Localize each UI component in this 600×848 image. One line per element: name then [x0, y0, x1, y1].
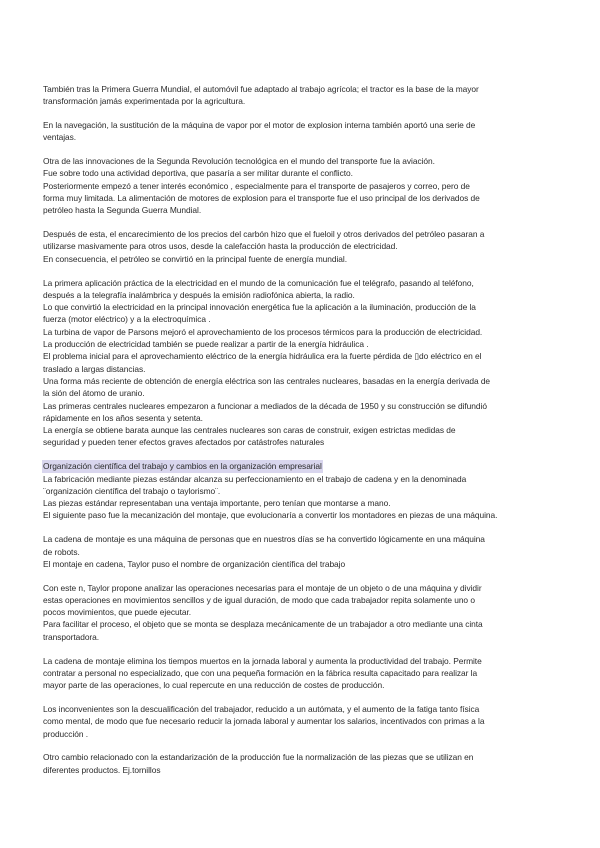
- text-line: Lo que convirtió la electricidad en la principal innovación energética fue la aplicación a la iluminación, producción de la: [43, 302, 476, 313]
- text-line: ¨organización científica del trabajo o taylorismo¨.: [43, 485, 221, 496]
- section-heading: Organización científica del trabajo y cambios en la organización empresarial: [43, 461, 322, 472]
- text-line: estas operaciones en movimientos sencillos y de igual duración, de modo que cada trabajador repita solamente uno o: [43, 594, 475, 605]
- text-line: Una forma más reciente de obtención de energía eléctrica son las centrales nucleares, basadas en la energía derivada de: [43, 375, 491, 386]
- paragraph: [43, 83, 559, 108]
- paragraph: [43, 460, 559, 521]
- text-line: La energía se obtiene barata aunque las centrales nucleares son caras de construir, exigen estrictas medidas de: [43, 425, 456, 436]
- text-line: Las piezas estándar representaban una ventaja importante, pero tenían que montarse a mano.: [43, 498, 391, 509]
- text-line: la sión del átomo de uranio.: [43, 388, 145, 399]
- text-line: seguridad y pueden tener efectos graves afectados por catástrofes naturales: [43, 437, 325, 448]
- text-line: La producción de electricidad también se puede realizar a partir de la energía hidráulica .: [43, 339, 369, 350]
- text-line: transformación jamás experimentada por la agricultura.: [43, 96, 246, 107]
- text-line: producción .: [43, 728, 89, 739]
- text-line: ventajas.: [43, 132, 77, 143]
- text-line: En consecuencia, el petróleo se convirtió en la principal fuente de energía mundial.: [43, 253, 348, 264]
- text-line: También tras la Primera Guerra Mundial, el automóvil fue adaptado al trabajo agrícola; el tractor es la base de la mayor: [43, 84, 479, 94]
- paragraph: [43, 277, 559, 449]
- text-line: Otro cambio relacionado con la estandarización de la producción fue la normalización de las piezas que se utilizan en: [43, 752, 474, 763]
- text-line: La fabricación mediante piezas estándar alcanza su perfeccionamiento en el trabajo de cadena y en la denominada: [43, 473, 467, 484]
- text-line: Después de esta, el encarecimiento de los precios del carbón hizo que el fueloil y otros derivados del petróleo pasaran a: [43, 229, 485, 240]
- text-line: diferentes productos. Ej.tornillos: [43, 764, 161, 775]
- text-line: Para facilitar el proceso, el objeto que se monta se desplaza mecánicamente de un trabajador a otro mediante una cinta: [43, 619, 483, 630]
- paragraph: [43, 703, 559, 740]
- text-line: como mental, de modo que fue necesario reducir la jornada laboral y aumentar los salarios, incentivados con primas a la: [43, 716, 485, 727]
- text-line: El siguiente paso fue la mecanización del montaje, que evolucionaría a convertir los montadores en piezas de una máquina.: [43, 510, 498, 521]
- text-line: utilizarse masivamente para otros usos, desde la calefacción hasta la producción de electricidad.: [43, 241, 398, 252]
- paragraph: [43, 582, 559, 643]
- text-line: La primera aplicación práctica de la electricidad en el mundo de la comunicación fue el telégrafo, pasando al teléfono,: [43, 277, 474, 288]
- text-line: fuerza (motor eléctrico) y a la electroquímica .: [43, 314, 211, 325]
- text-line: Otra de las innovaciones de la Segunda Revolución tecnológica en el mundo del transporte fue la aviación.: [43, 156, 435, 167]
- document-page: [43, 83, 559, 787]
- text-line: Las primeras centrales nucleares empezaron a funcionar a mediados de la década de 1950 y su construcción se difundió: [43, 400, 487, 411]
- text-line: pocos movimientos, que puede ejecutar.: [43, 607, 192, 618]
- text-line: Fue sobre todo una actividad deportiva, que pasaría a ser militar durante el conflicto.: [43, 168, 353, 179]
- text-line: Con este n, Taylor propone analizar las operaciones necesarias para el montaje de un objeto o de una máquina y dividir: [43, 582, 482, 593]
- paragraph: [43, 751, 559, 776]
- text-line: forma muy limitada. La alimentación de motores de explosion para el transporte fue el uso principal de los derivados de: [43, 193, 480, 204]
- text-line: Posteriormente empezó a tener interés económico , especialmente para el transporte de pasajeros y correo, pero de: [43, 180, 470, 191]
- text-line: transportadora.: [43, 631, 100, 642]
- text-line: El montaje en cadena, Taylor puso el nombre de organización científica del trabajo: [43, 558, 346, 569]
- text-line: La turbina de vapor de Parsons mejoró el aprovechamiento de los procesos térmicos para la producción de electricidad.: [43, 326, 483, 337]
- paragraph: [43, 533, 559, 570]
- paragraph: [43, 655, 559, 692]
- heading-line: [43, 460, 559, 472]
- text-line: contratar a personal no especializado, que con una pequeña formación en la fábrica resulta capacitado para realizar la: [43, 667, 478, 678]
- paragraph: [43, 119, 559, 144]
- text-line: traslado a largas distancias.: [43, 363, 146, 374]
- text-line: El problema inicial para el aprovechamiento eléctrico de la energía hidráulica era la fuerte pérdida de ▯do eléctrico en el: [43, 351, 482, 362]
- paragraph: [43, 155, 559, 216]
- text-line: después a la telegrafía inalámbrica y después la emisión radiofónica abierta, la radio.: [43, 289, 355, 300]
- text-line: rápidamente en los años sesenta y setenta.: [43, 412, 203, 423]
- text-line: La cadena de montaje es una máquina de personas que en nuestros días se ha convertido lógicamente en una máquina: [43, 534, 485, 545]
- text-line: de robots.: [43, 546, 80, 557]
- text-line: petróleo hasta la Segunda Guerra Mundial.: [43, 205, 202, 216]
- text-line: Los inconvenientes son la descualificación del trabajador, reducido a un autómata, y el aumento de la fatiga tanto física: [43, 703, 480, 714]
- paragraph: [43, 228, 559, 265]
- text-line: En la navegación, la sustitución de la máquina de vapor por el motor de explosion interna también aportó una serie de: [43, 120, 476, 131]
- text-line: La cadena de montaje elimina los tiempos muertos en la jornada laboral y aumenta la productividad del trabajo. Permite: [43, 655, 482, 666]
- text-line: mayor parte de las operaciones, lo cual repercute en una reducción de costes de producción.: [43, 680, 385, 691]
